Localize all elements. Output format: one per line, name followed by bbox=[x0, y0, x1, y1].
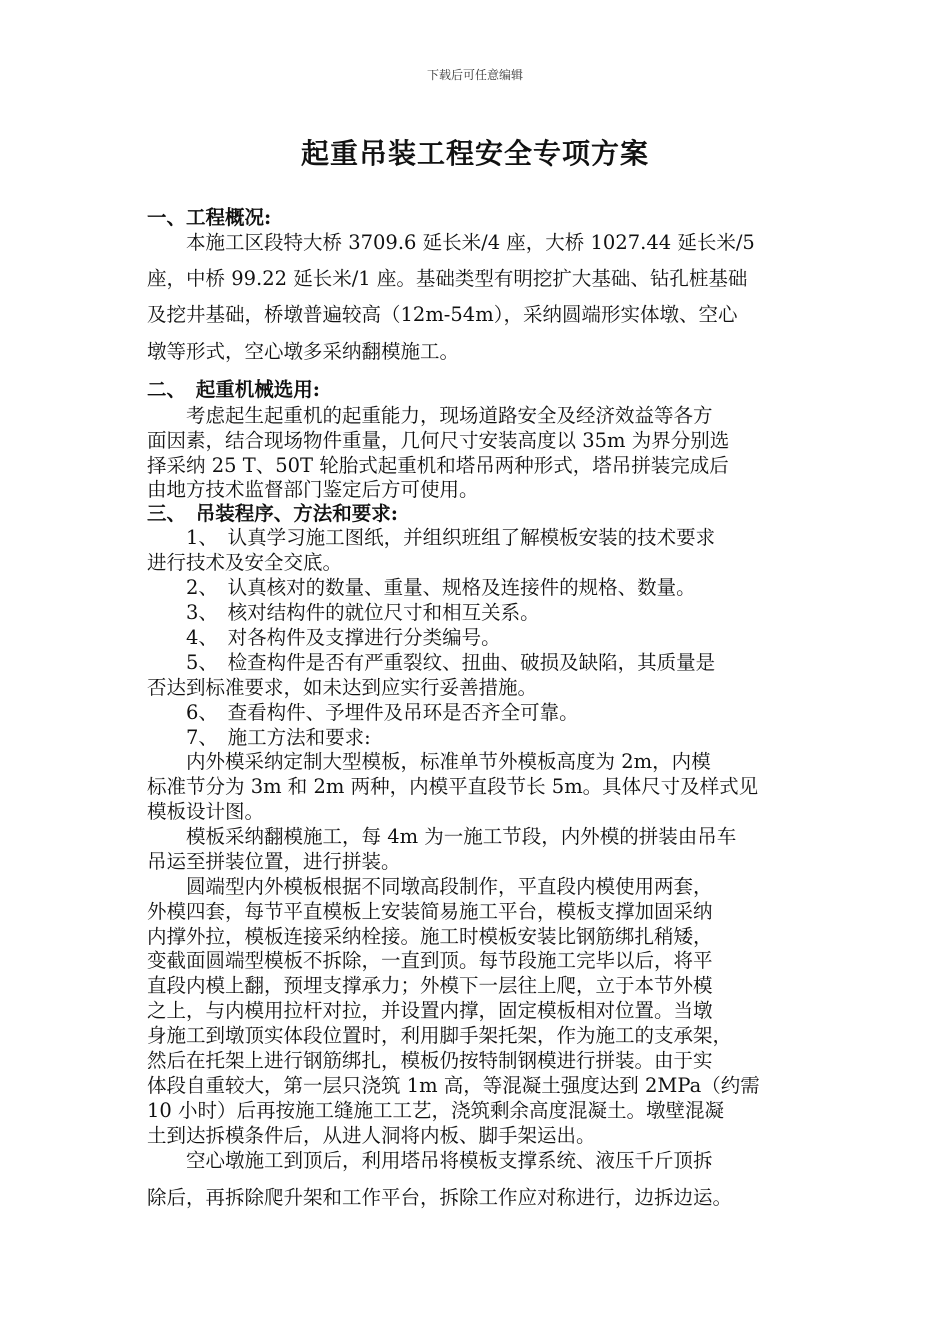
paragraph-line: 除后，再拆除爬升架和工作平台，拆除工作应对称进行，边拆边运。 bbox=[147, 1186, 733, 1209]
paragraph-line: 模板设计图。 bbox=[147, 800, 265, 823]
list-item: 6、 查看构件、予埋件及吊环是否齐全可靠。 bbox=[147, 701, 579, 724]
paragraph-line: 然后在托架上进行钢筋绑扎，模板仍按特制钢模进行拼装。由于实 bbox=[147, 1049, 713, 1072]
paragraph-line: 空心墩施工到顶后，利用塔吊将模板支撑系统、液压千斤顶拆 bbox=[147, 1149, 713, 1172]
section-heading-2: 二、 起重机械选用: bbox=[147, 378, 320, 401]
document-title: 起重吊装工程安全专项方案 bbox=[300, 137, 649, 170]
paragraph-line: 内撑外拉，模板连接采纳栓接。施工时模板安装比钢筋绑扎稍矮， bbox=[147, 925, 713, 948]
paragraph-line: 考虑起生起重机的起重能力，现场道路安全及经济效益等各方 bbox=[147, 404, 713, 427]
list-item: 2、 认真核对的数量、重量、规格及连接件的规格、数量。 bbox=[147, 576, 696, 599]
paragraph-line: 直段内模上翻，预埋支撑承力；外模下一层往上爬，立于本节外模 bbox=[147, 974, 713, 997]
section-heading-3: 三、 吊装程序、方法和要求: bbox=[147, 502, 398, 525]
paragraph-line: 圆端型内外模板根据不同墩高段制作，平直段内模使用两套， bbox=[147, 875, 713, 898]
paragraph-line: 及挖井基础，桥墩普遍较高（12m-54m），采纳圆端形实体墩、空心 bbox=[147, 303, 738, 326]
paragraph-line: 身施工到墩顶实体段位置时，利用脚手架托架，作为施工的支承架， bbox=[147, 1024, 733, 1047]
page-header: 下载后可任意编辑 bbox=[426, 68, 523, 82]
paragraph-line: 外模四套，每节平直模板上安装简易施工平台，模板支撑加固采纳 bbox=[147, 900, 713, 923]
paragraph-line: 座，中桥 99.22 延长米/1 座。基础类型有明挖扩大基础、钻孔桩基础 bbox=[147, 267, 748, 290]
paragraph-line: 体段自重较大，第一层只浇筑 1m 高，等混凝土强度达到 2MPa（约需 bbox=[147, 1074, 760, 1097]
paragraph-line: 土到达拆模条件后，从进人洞将内板、脚手架运出。 bbox=[147, 1124, 596, 1147]
list-item: 7、 施工方法和要求: bbox=[147, 726, 371, 749]
paragraph-line: 10 小时）后再按施工缝施工工艺，浇筑剩余高度混凝土。墩壁混凝 bbox=[147, 1099, 725, 1122]
paragraph-line: 模板采纳翻模施工，每 4m 为一施工节段，内外模的拼装由吊车 bbox=[147, 825, 737, 848]
paragraph-line: 内外模采纳定制大型模板，标准单节外模板高度为 2m，内模 bbox=[147, 750, 711, 773]
list-item: 3、 核对结构件的就位尺寸和相互关系。 bbox=[147, 601, 540, 624]
paragraph-line: 本施工区段特大桥 3709.6 延长米/4 座，大桥 1027.44 延长米/5 bbox=[147, 231, 755, 254]
list-item: 4、 对各构件及支撑进行分类编号。 bbox=[147, 626, 501, 649]
paragraph-line: 择采纳 25 T、50T 轮胎式起重机和塔吊两种形式，塔吊拼装完成后 bbox=[147, 454, 729, 477]
list-item: 1、 认真学习施工图纸，并组织班组了解模板安装的技术要求 bbox=[147, 526, 716, 549]
paragraph-line: 否达到标准要求，如未达到应实行妥善措施。 bbox=[147, 676, 538, 699]
paragraph-line: 面因素，结合现场物件重量，几何尺寸安装高度以 35m 为界分别选 bbox=[147, 429, 730, 452]
paragraph-line: 吊运至拼装位置，进行拼装。 bbox=[147, 850, 401, 873]
paragraph-line: 进行技术及安全交底。 bbox=[147, 551, 343, 574]
paragraph-line: 标准节分为 3m 和 2m 两种，内模平直段节长 5m。具体尺寸及样式见 bbox=[147, 775, 759, 798]
paragraph-line: 墩等形式，空心墩多采纳翻模施工。 bbox=[147, 340, 460, 363]
paragraph-line: 由地方技术监督部门鉴定后方可使用。 bbox=[147, 478, 479, 501]
paragraph-line: 变截面圆端型模板不拆除，一直到顶。每节段施工完毕以后，将平 bbox=[147, 949, 713, 972]
list-item: 5、 检查构件是否有严重裂纹、扭曲、破损及缺陷，其质量是 bbox=[147, 651, 716, 674]
paragraph-line: 之上，与内模用拉杆对拉，并设置内撑，固定模板相对位置。当墩 bbox=[147, 999, 713, 1022]
section-heading-1: 一、工程概况: bbox=[147, 206, 272, 229]
